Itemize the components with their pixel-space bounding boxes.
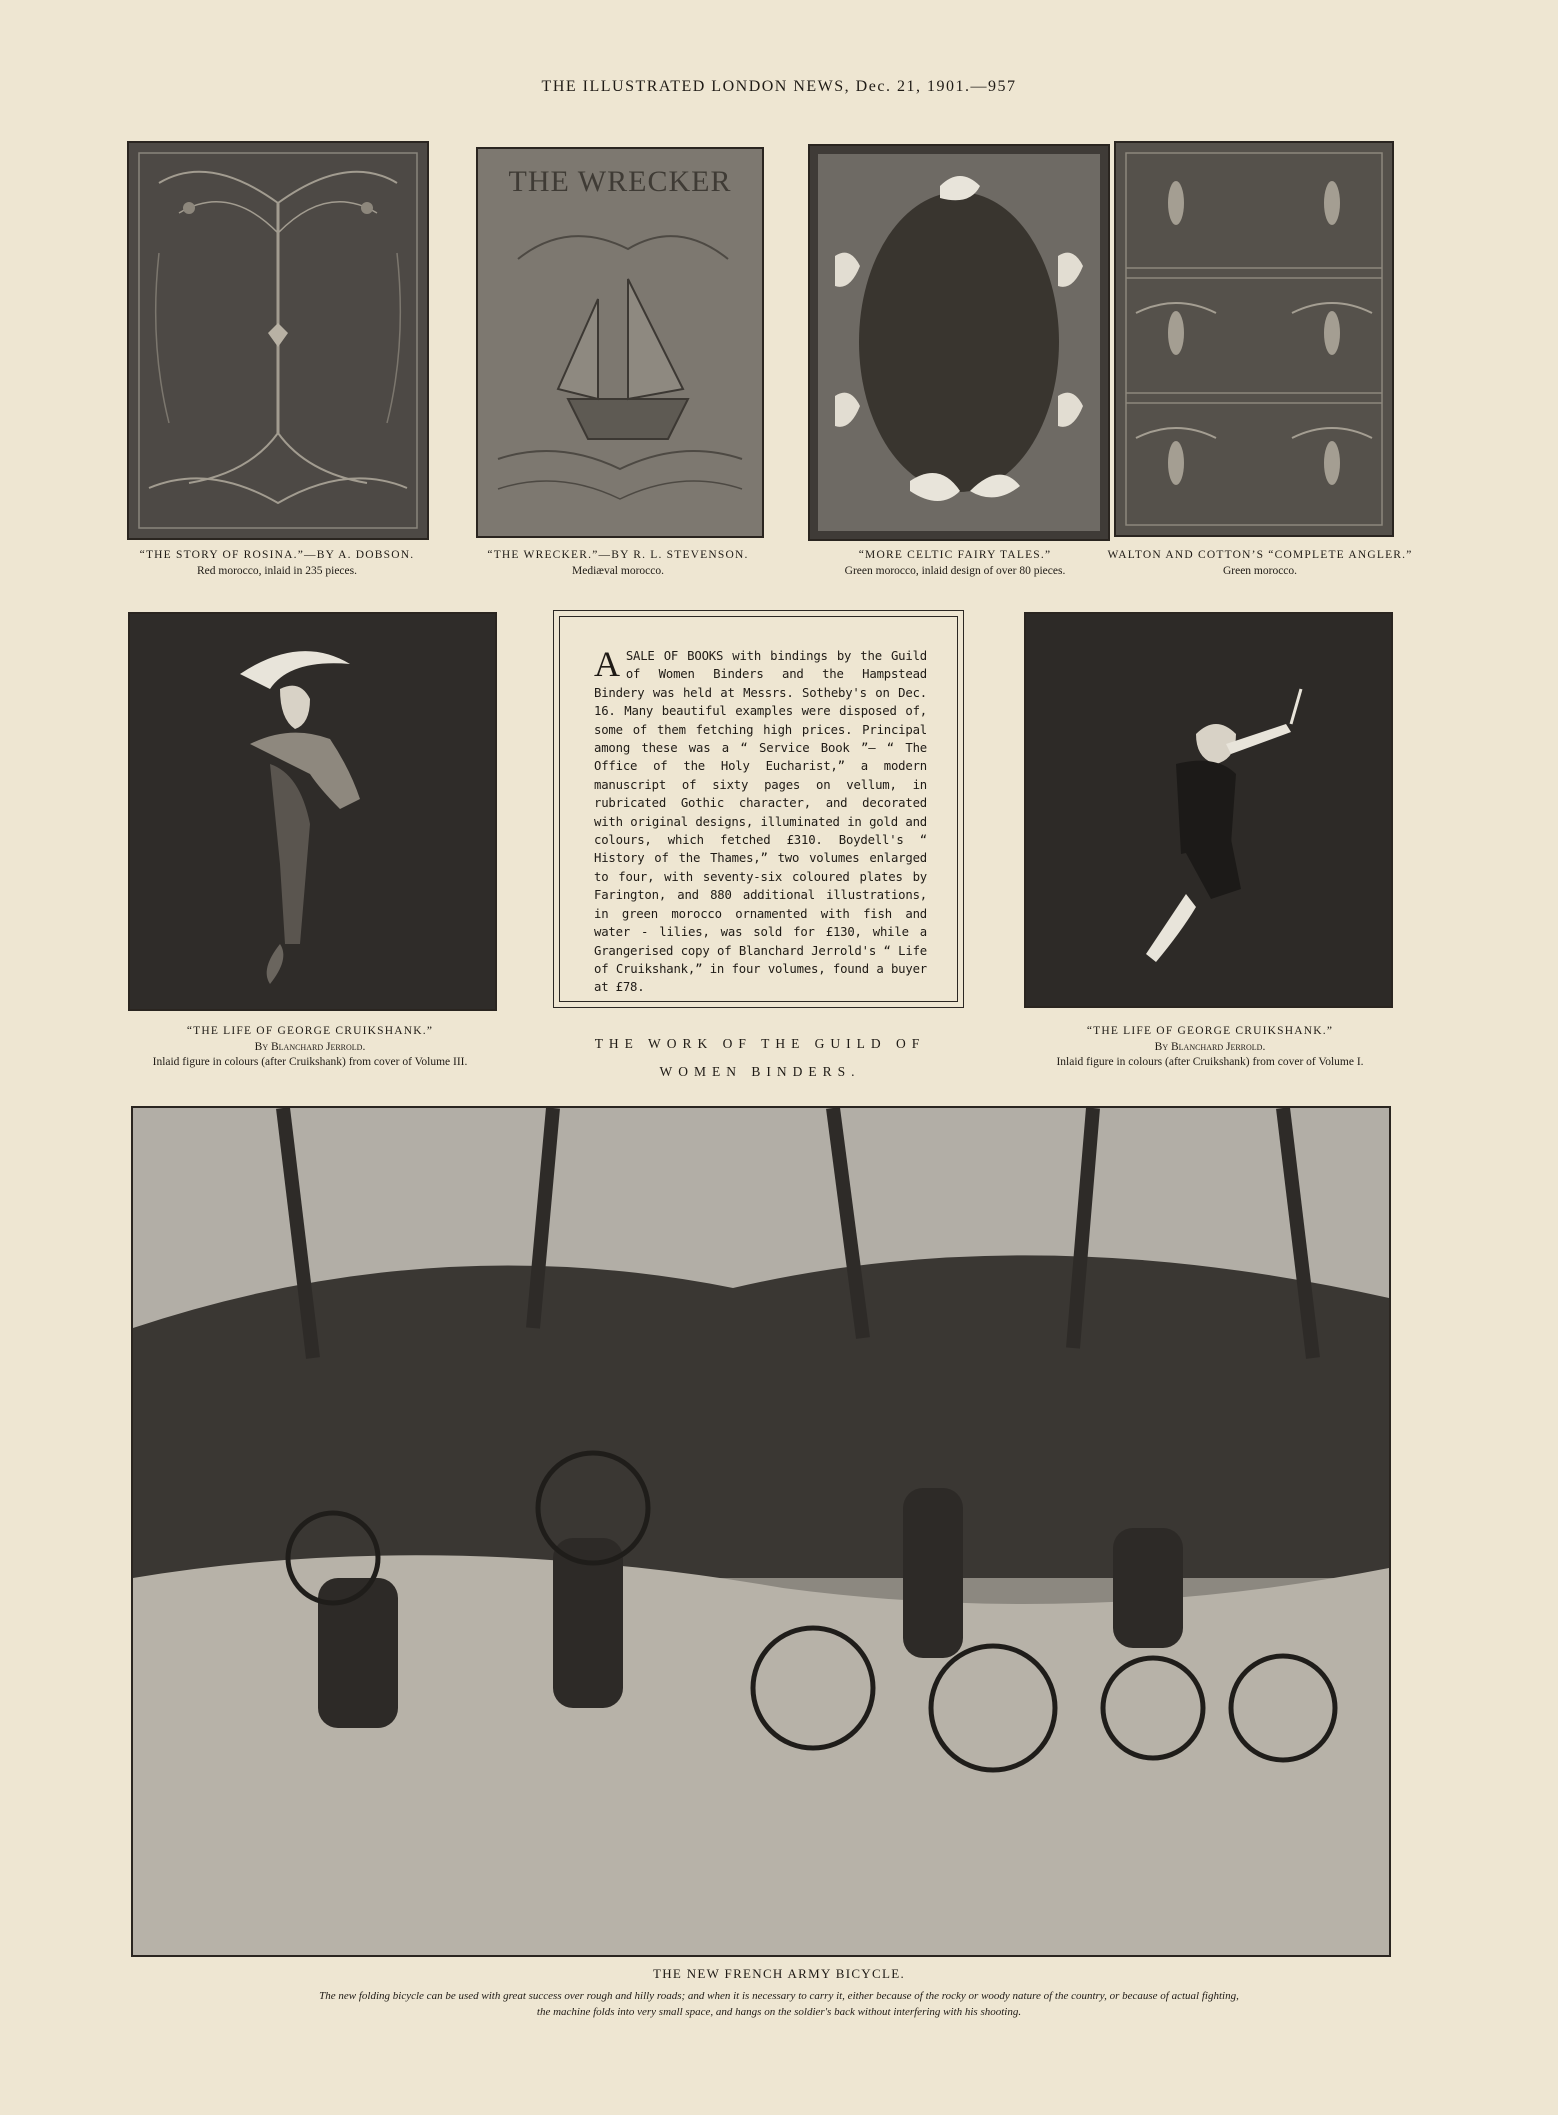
caption-title: “THE STORY OF ROSINA.”—BY A. DOBSON. [139,549,415,561]
swan-border-design-icon [810,146,1108,539]
caption-author: By Blanchard Jerrold. [1154,1040,1266,1053]
cavalier-figure-icon [130,614,495,1009]
caption-title: “THE LIFE OF GEORGE CRUIKSHANK.” [186,1025,434,1037]
bicycle-soldiers-illustration [131,1106,1391,1957]
cover-plate-angler [1114,141,1394,537]
bicycle-description-line1: The new folding bicycle can be used with great success over rough and hilly roads; and when it is necessary to carry it, either because of the rocky or woody nature of the country, or because of actual fighting, [319,1990,1239,2002]
cover-plate-rosina [127,141,429,540]
cover-plate-cruikshank-vol1 [1024,612,1393,1008]
caption-angler [1090,548,1430,579]
article-dropcap: A [594,644,620,684]
bicycle-caption [100,1966,1458,2020]
caption-subtitle: Inlaid figure in colours (after Cruikshank) from cover of Volume I. [1056,1056,1364,1069]
bicycle-title: THE NEW FRENCH ARMY BICYCLE. [653,1966,905,1981]
section-title-line2: WOMEN BINDERS. [659,1064,861,1079]
caption-title: “THE WRECKER.”—BY R. L. STEVENSON. [487,549,749,561]
caption-title: “THE LIFE OF GEORGE CRUIKSHANK.” [1086,1025,1334,1037]
section-title [560,1030,960,1086]
caption-celtic [790,548,1120,579]
soldiers-with-bicycles-icon [133,1108,1389,1955]
caption-subtitle: Inlaid figure in colours (after Cruikshank) from cover of Volume III. [152,1056,468,1069]
cover-plate-wrecker [476,147,764,538]
article-text: SALE OF BOOKS with bindings by the Guild of Women Binders and the Hampstead Bindery was held at Messrs. Sotheby's on Dec. 16. Many beautiful examples were disposed of, some of them fetching high prices. Principal among these was a “ Service Book ”— “ The Office of the Holy Eucharist,” a modern manuscript of sixty pages on vellum, in rubricated Gothic character, and decorated with original designs, illuminated in gold and colours, which fetched £310. Boydell's “ History of the Thames,” two volumes enlarged to four, with seventy-six coloured plates by Farington, and 880 additional illustrations, in green morocco ornamented with fish and water - lilies, was sold for £130, while a Grangerised copy of Blanchard Jerrold's “ Life of Cruikshank,” in four volumes, found a buyer at £78. [594,649,927,995]
candle-figure-icon [1026,614,1391,1006]
caption-title: WALTON AND COTTON’S “COMPLETE ANGLER.” [1107,549,1413,561]
caption-subtitle: Mediæval morocco. [572,564,664,577]
article-body [559,616,958,1002]
caption-subtitle: Green morocco, inlaid design of over 80 pieces. [844,564,1066,577]
caption-author: By Blanchard Jerrold. [254,1040,366,1053]
art-nouveau-tree-design-icon [129,143,427,538]
sailing-ship-design-icon [478,149,762,536]
caption-wrecker [458,548,778,579]
section-title-line1: THE WORK OF THE GUILD OF [594,1036,926,1051]
article-box [553,610,964,1008]
caption-subtitle: Green morocco. [1222,564,1298,577]
caption-rosina [112,548,442,579]
caption-cruikshank-vol1 [1000,1024,1420,1071]
cover-plate-cruikshank-vol3 [128,612,497,1011]
cover-plate-celtic [808,144,1110,541]
cover-lettering: THE WRECKER [508,165,732,198]
caption-title: “MORE CELTIC FAIRY TALES.” [858,549,1052,561]
page-header: THE ILLUSTRATED LONDON NEWS, Dec. 21, 1901.—957 [541,78,1017,95]
fish-panel-design-icon [1116,143,1392,535]
bicycle-description-line2: the machine folds into very small space, and hangs on the soldier's back without interfering with his shooting. [536,2006,1022,2018]
caption-cruikshank-vol3 [100,1024,520,1071]
caption-subtitle: Red morocco, inlaid in 235 pieces. [196,564,357,577]
